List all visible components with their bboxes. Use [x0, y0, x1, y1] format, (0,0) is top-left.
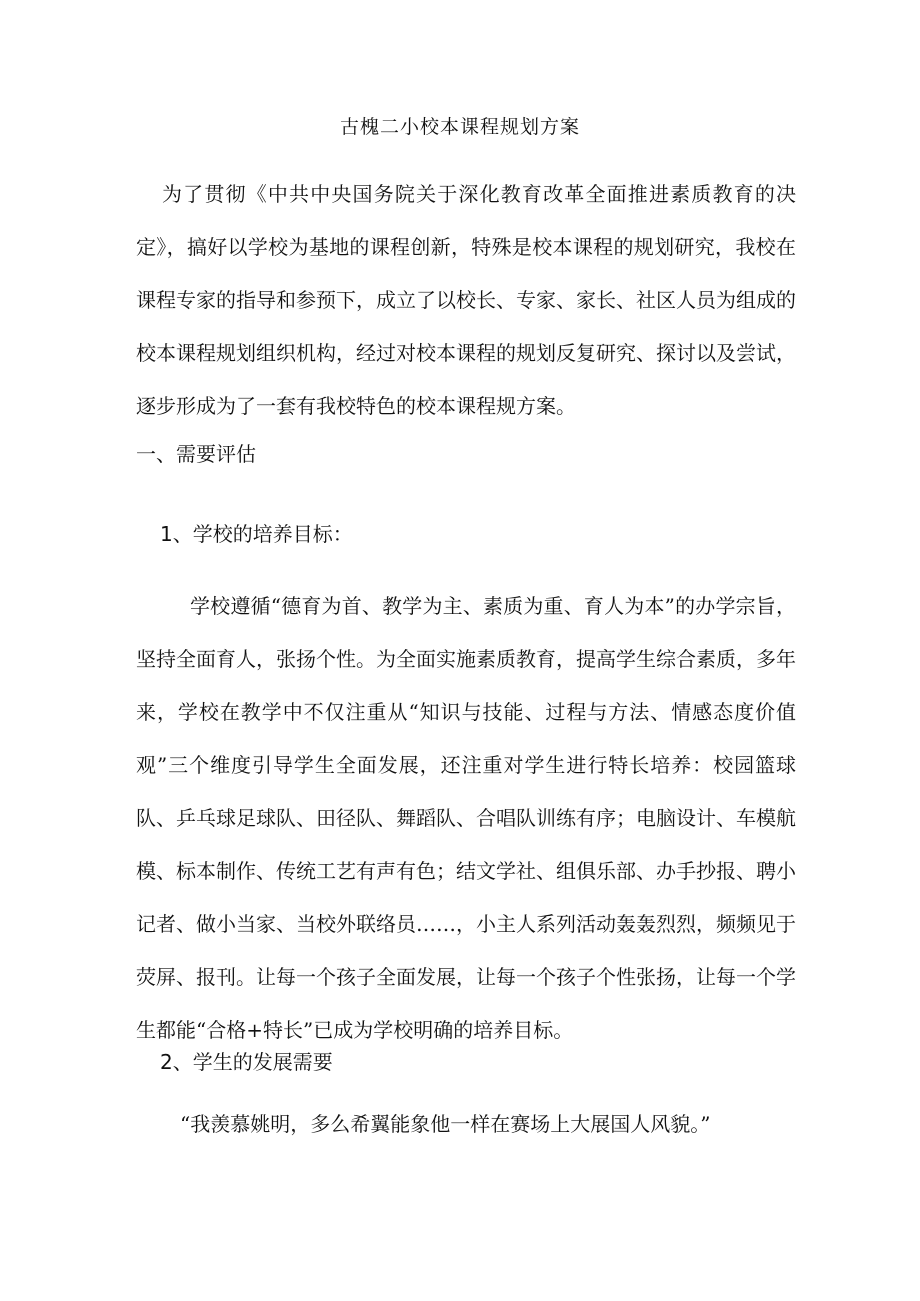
- document-title: 古槐二小校本课程规划方案: [339, 116, 580, 138]
- subheading-student-needs: [160, 1046, 333, 1075]
- intro-paragraph: 为了贯彻《中共中央国务院关于深化教育改革全面推进素质教育的决定》，搞好以学校为基地的课程创新，特殊是校本课程的规划研究，我校在课程专家的指导和参预下，成立了以校长、专家、家长、社区人员为组成的校本课程规划组织机构，经过对校本课程的规划反复研究、探讨以及尝试，逐步形成为了一套有我校特色的校本课程规方案。: [136, 182, 796, 418]
- subheading-training-goals: [160, 518, 353, 547]
- subheading-label: 、学生的发展需要: [172, 1050, 333, 1074]
- subheading-number: 1: [160, 522, 173, 546]
- section-heading-needs-assessment: 一、需要评估: [136, 442, 256, 466]
- student-quote: “我羡慕姚明，多么希翼能象他一样在赛场上大展国人风貌。”: [180, 1112, 711, 1136]
- subheading-number: 2: [160, 1050, 173, 1074]
- subheading-label: 、学校的培养目标：: [172, 522, 353, 546]
- training-goals-paragraph: 学校遵循“德育为首、教学为主、素质为重、育人为本”的办学宗旨，坚持全面育人，张扬个性。为全面实施素质教育，提高学生综合素质，多年来，学校在教学中不仅注重从“知识与技能、过程与方法、情感态度价值观”三个维度引导学生全面发展，还注重对学生进行特长培养：校园篮球队、乒乓球足球队、田径队、舞蹈队、合唱队训练有序；电脑设计、车模航模、标本制作、传统工艺有声有色；结文学社、组俱乐部、办手抄报、聘小记者、做小当家、当校外联络员……，小主人系列活动轰轰烈烈，频频见于荧屏、报刊。让每一个孩子全面发展，让每一个孩子个性张扬，让每一个学生都能“合格+特长”已成为学校明确的培养目标。: [136, 594, 796, 1042]
